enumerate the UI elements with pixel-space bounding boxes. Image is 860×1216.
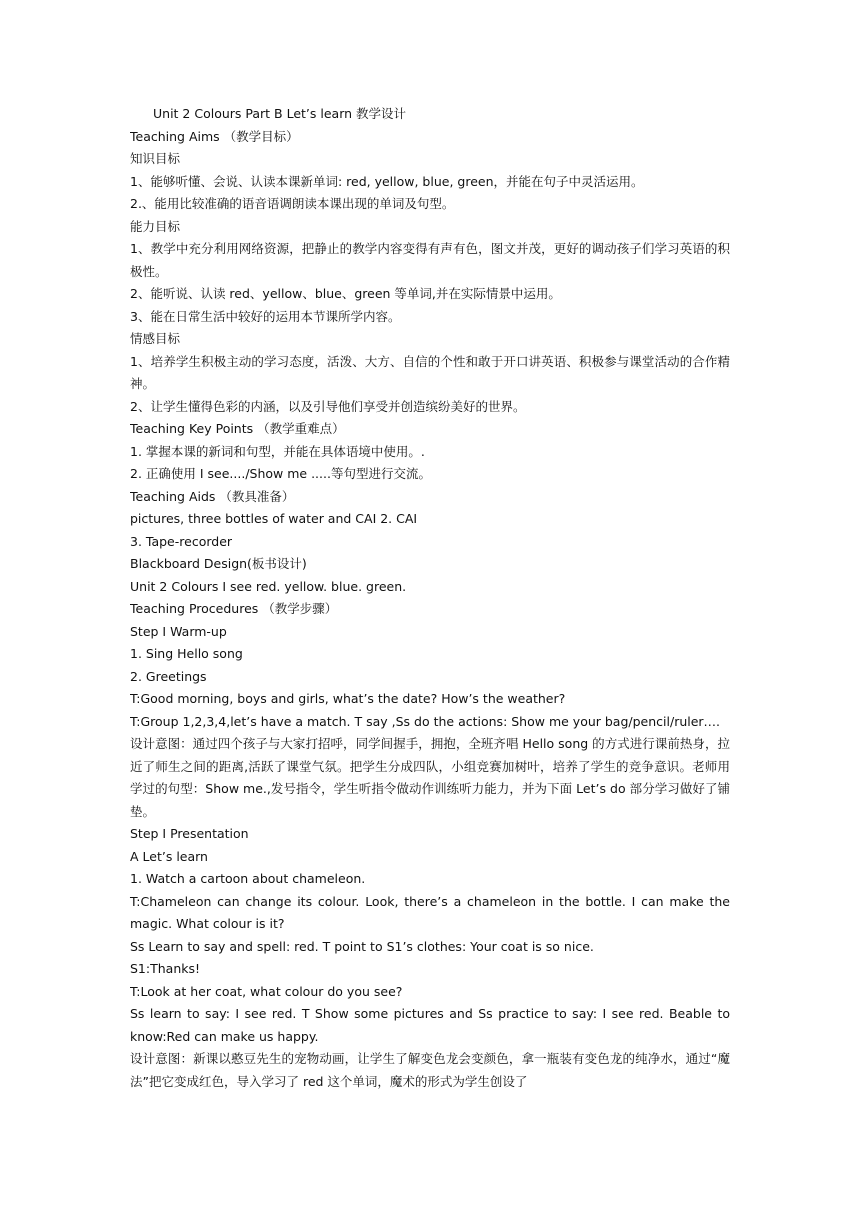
text-line: Unit 2 Colours I see red. yellow. blue. green. — [130, 578, 407, 594]
text-line: 情感目标 — [130, 331, 181, 346]
text-line: T:Look at her coat, what colour do you see? — [130, 983, 403, 999]
text-line: 1. 掌握本课的新词和句型，并能在具体语境中使用。. — [130, 443, 425, 459]
text-line: A Let’s learn — [130, 848, 208, 864]
paragraph: 1、培养学生积极主动的学习态度，活泼、大方、自信的个性和敢于开口讲英语、积极参与课堂活动的合作精神。 — [130, 353, 730, 391]
text-line: 2.、能用比较准确的语音语调朗读本课出现的单词及句型。 — [130, 196, 455, 211]
text-line: 2、让学生懂得色彩的内涵，以及引导他们享受并创造缤纷美好的世界。 — [130, 398, 526, 414]
text-line: Step I Presentation — [130, 826, 249, 841]
text-line: 知识目标 — [130, 151, 181, 166]
text-line: S1:Thanks! — [130, 961, 201, 976]
text-line: 2、能听说、认读 red、yellow、blue、green 等单词,并在实际情景中运用。 — [130, 286, 561, 301]
paragraph: 设计意图：新课以憨豆先生的宠物动画，让学生了解变色龙会变颜色，拿一瓶装有变色龙的纯净水，通过“魔法”把它变成红色，导入学习了 red 这个单词，魔术的形式为学生创设了 — [130, 1051, 730, 1089]
text-line: 2. 正确使用 I see..../Show me .....等句型进行交流。 — [130, 466, 431, 481]
text-line: 1、能够听懂、会说、认读本课新单词: red, yellow, blue, green，并能在句子中灵活运用。 — [130, 173, 644, 189]
text-line: pictures, three bottles of water and CAI 2. CAI — [130, 511, 418, 526]
text-line: Blackboard Design(板书设计) — [130, 556, 307, 571]
text-line: Ss Learn to say and spell: red. T point to S1’s clothes: Your coat is so nice. — [130, 938, 594, 954]
text-line: Teaching Aims （教学目标） — [130, 128, 299, 144]
paragraph: 1、教学中充分利用网络资源，把静止的教学内容变得有声有色，图文并茂，更好的调动孩子们学习英语的积极性。 — [130, 241, 730, 279]
text-line: Teaching Aids （教具准备） — [130, 488, 295, 504]
text-line: 3、能在日常生活中较好的运用本节课所学内容。 — [130, 308, 401, 324]
paragraph: T:Chameleon can change its colour. Look, there’s a chameleon in the bottle. I can make the magic. What colour is it? — [130, 893, 730, 931]
paragraph: 设计意图：通过四个孩子与大家打招呼，同学间握手，拥抱，全班齐唱 Hello song 的方式进行课前热身，拉近了师生之间的距离,活跃了课堂气氛。把学生分成四队，小组竞赛加树叶，培养了学生的竞争意识。老师用学过的句型：Show me.,发号指令，学生听指令做动作训练听力能力，并为下面 Let’s do 部分学习做好了铺垫。 — [130, 736, 730, 819]
text-line: T:Good morning, boys and girls, what’s the date? How’s the weather? — [130, 691, 566, 706]
text-line: 1. Sing Hello song — [130, 646, 243, 661]
text-line: 能力目标 — [130, 218, 181, 234]
document-body — [130, 103, 730, 1093]
document-title: Unit 2 Colours Part B Let’s learn 教学设计 — [153, 106, 407, 121]
text-line: 1. Watch a cartoon about chameleon. — [130, 871, 366, 886]
paragraph: Ss learn to say: I see red. T Show some pictures and Ss practice to say: I see red. Beable to know:Red can make us happy. — [130, 1006, 730, 1044]
text-line: Teaching Key Points （教学重难点） — [130, 421, 345, 436]
text-line: 3. Tape-recorder — [130, 533, 233, 549]
text-line: Step I Warm-up — [130, 623, 227, 639]
text-line: Teaching Procedures （教学步骤） — [130, 601, 338, 616]
text-line: 2. Greetings — [130, 668, 207, 684]
text-line: T:Group 1,2,3,4,let’s have a match. T say ,Ss do the actions: Show me your bag/pencil/ruler…. — [130, 713, 721, 729]
